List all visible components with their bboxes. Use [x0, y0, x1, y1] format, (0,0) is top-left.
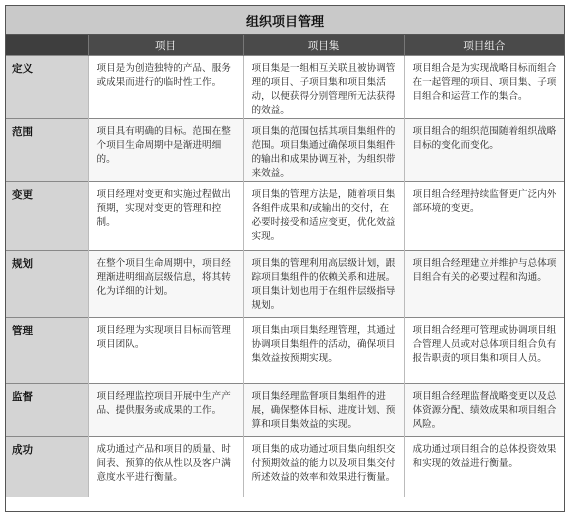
table-cell: 项目经理对变更和实施过程做出预期，实现对变更的管理和控制。	[88, 182, 243, 251]
table-cell: 项目集的管理方法是，随着项目集各组件成果和/或输出的交付，在必要时接受和适应变更，优化效益实现。	[243, 182, 404, 251]
title-row	[6, 6, 564, 35]
header-project: 项目	[88, 35, 243, 56]
table-cell: 项目经理监控项目开展中生产产品、提供服务或成果的工作。	[88, 384, 243, 437]
row-label: 成功	[6, 437, 88, 497]
row-label: 变更	[6, 182, 88, 251]
table-cell: 项目集是一组相互关联且被协调管理的项目、子项目集和项目集活动，以便获得分别管理所无法获得的效益。	[243, 56, 404, 119]
comparison-table-frame	[5, 5, 565, 512]
table-row-scope	[6, 119, 564, 182]
table-cell: 项目具有明确的目标。范围在整个项目生命周期中是渐进明细的。	[88, 119, 243, 182]
table-cell: 项目组合是为实现战略目标而组合在一起管理的项目、项目集、子项目组合和运营工作的集合。	[404, 56, 564, 119]
table-cell: 项目集的范围包括其项目集组件的范围。项目集通过确保项目集组件的输出和成果协调互补，为组织带来效益。	[243, 119, 404, 182]
table-row-success	[6, 437, 564, 497]
table-cell: 成功通过产品和项目的质量、时间表、预算的依从性以及客户满意度水平进行衡量。	[88, 437, 243, 497]
table-cell: 项目组合经理监督战略变更以及总体资源分配、绩效成果和项目组合风险。	[404, 384, 564, 437]
row-label: 定义	[6, 56, 88, 119]
row-label: 监督	[6, 384, 88, 437]
table-cell: 项目组合经理持续监督更广泛内外部环境的变更。	[404, 182, 564, 251]
header-program: 项目集	[243, 35, 404, 56]
table-cell: 项目集由项目集经理管理，其通过协调项目集组件的活动，确保项目集效益按预期实现。	[243, 318, 404, 384]
table-title: 组织项目管理	[6, 6, 564, 35]
table-cell: 项目经理为实现项目目标而管理项目团队。	[88, 318, 243, 384]
table-row-management	[6, 318, 564, 384]
comparison-table	[6, 6, 564, 497]
table-cell: 项目集的成功通过项目集向组织交付预期效益的能力以及项目集交付所述效益的效率和效果进行衡量。	[243, 437, 404, 497]
table-cell: 项目集的管理利用高层级计划，跟踪项目集组件的依赖关系和进展。项目集计划也用于在组件层级指导规划。	[243, 251, 404, 318]
table-cell: 项目组合经理建立并维护与总体项目组合有关的必要过程和沟通。	[404, 251, 564, 318]
header-portfolio: 项目组合	[404, 35, 564, 56]
table-row-change	[6, 182, 564, 251]
header-empty	[6, 35, 88, 56]
table-cell: 项目集经理监督项目集组件的进展，确保整体目标、进度计划、预算和项目集效益的实现。	[243, 384, 404, 437]
table-cell: 项目是为创造独特的产品、服务或成果而进行的临时性工作。	[88, 56, 243, 119]
row-label: 范围	[6, 119, 88, 182]
table-row-definition	[6, 56, 564, 119]
table-row-planning	[6, 251, 564, 318]
table-cell: 项目组合的组织范围随着组织战略目标的变化而变化。	[404, 119, 564, 182]
row-label: 规划	[6, 251, 88, 318]
table-cell: 在整个项目生命周期中，项目经理渐进明细高层级信息，将其转化为详细的计划。	[88, 251, 243, 318]
table-cell: 成功通过项目组合的总体投资效果和实现的效益进行衡量。	[404, 437, 564, 497]
header-row	[6, 35, 564, 56]
table-cell: 项目组合经理可管理或协调项目组合管理人员或对总体项目组合负有报告职责的项目集和项目人员。	[404, 318, 564, 384]
table-row-monitoring	[6, 384, 564, 437]
row-label: 管理	[6, 318, 88, 384]
